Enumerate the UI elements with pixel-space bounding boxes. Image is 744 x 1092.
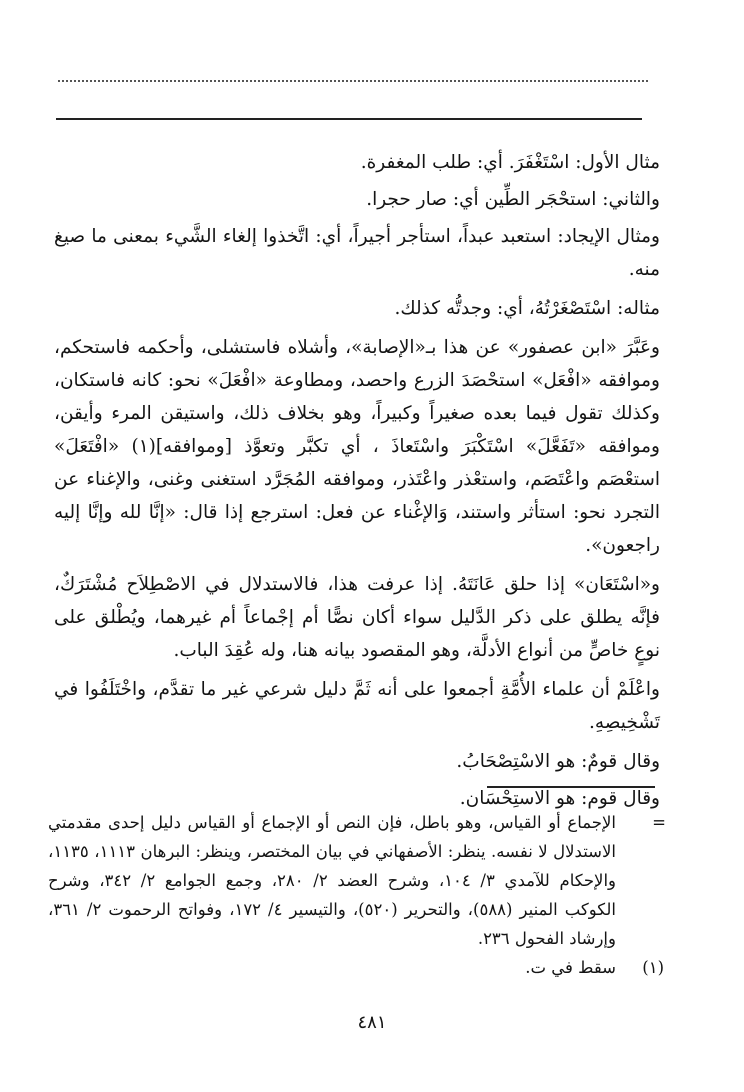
paragraph-istishab: وقال قومٌ: هو الاسْتِصْحَابُ. <box>456 751 660 772</box>
header-dotted-rule <box>58 80 648 82</box>
continuation-text: الإجماع أو القياس، وهو باطل، فإن النص أو الإجماع أو القياس دليل إحدى مقدمتي الاستدلال لا نفسه. ينظر: الأصفهاني في بيان المختصر، وينظر: البرهان ١١١٣، ١١٣٥، والإحكام للآمدي ٣/ ١٠٤، وشرح العضد ٢/ ٢٨٠، وجمع الجوامع ٢/ ٣٤٢، وشرح الكوكب المنير (٥٨٨)، والتحرير (٥٢٠)، والتيسير ٤/ ١٧٢، وفواتح الرحموت ٢/ ٣٦١، وإرشاد الفحول ٢٣٦. <box>48 813 617 948</box>
paragraph-istihjar-example: والثاني: استحْجَر الطِّين أي: صار حجرا. <box>366 189 660 210</box>
paragraph-scholars-consensus: واعْلَمْ أن علماء الأُمَّةِ أجمعوا على أنه ثَمَّ دليل شرعي غير ما تقدَّم، واخْتَلَفُوا في تَشْخِيصِهِ. <box>54 679 660 733</box>
footnote-1 <box>48 953 668 982</box>
footnote-number: (١) <box>642 958 664 977</box>
footnote-text: سقط في ت. <box>525 958 616 977</box>
paragraph-ibn-usfur: وعَبَّرَ «ابن عصفور» عن هذا بـ«الإصابة»، وأشلاه فاستشلى، وأحكمه فاستحكم، وموافقه «افْعَل» استحْصَدَ الزرع واحصد، ومطاوعة «افْعَلَ» نحو: كانه فاستكان، وكذلك تقول فيما بعده صغيراً وكبيراً، وهو بخلاف ذلك، واستيقن المرء وأيقن، وموافقه «تَفَعَّلَ» اسْتَكْبَرَ واسْتَعاذَ ، أي تكبَّر وتعوَّذ [وموافقه](١) «افْتَعَلَ» استعْصَم واعْتَصَم، واستعْذر واعْتَذر، وموافقه المُجَرَّد استغنى وغنى، والإغناء عن التجرد نحو: استأثر واستند، وَالإغْناء عن فعل: استرجع إذا قال: «إنَّا لله وإنَّا إليه راجعون». <box>54 337 660 556</box>
footnote-separator <box>487 786 655 788</box>
footnotes <box>48 808 668 982</box>
paragraph-istisghar-example: مثاله: اسْتَصْغَرْتُهُ، أي: وجدتُّه كذلك. <box>394 298 660 319</box>
paragraph-istighfar-example: مثال الأول: اسْتَغْفَرَ. أي: طلب المغفرة. <box>360 152 660 173</box>
page-number: ٤٨١ <box>357 1012 387 1033</box>
continuation-marker: = <box>652 813 666 832</box>
paragraph-istidlal-definition: و«اسْتَعَان» إذا حلق عَانَتَهُ. إذا عرفت هذا، فالاستدلال في الاصْطِلاَح مُشْتَرَكٌ، فإنَّه يطلق على ذكر الدَّليل سواء أكان نصًّا أم إجْماعاً أم غيرهما، ويُطْلق على نوعٍ خاصٍّ من أنواع الأدلَّة، وهو المقصود بيانه هنا، وله عُقِدَ الباب. <box>54 574 660 661</box>
main-text <box>54 146 660 819</box>
footnote-continuation <box>48 808 668 953</box>
header-rule <box>56 118 642 120</box>
paragraph-ijad-example: ومثال الإيجاد: استعبد عبداً، استأجر أجيراً، أي: اتَّخذوا إلغاء الشَّيء بمعنى ما صيغ منه. <box>54 226 660 280</box>
paragraph-istihsan: وقال قوم: هو الاستِحْسَان. <box>459 788 660 809</box>
